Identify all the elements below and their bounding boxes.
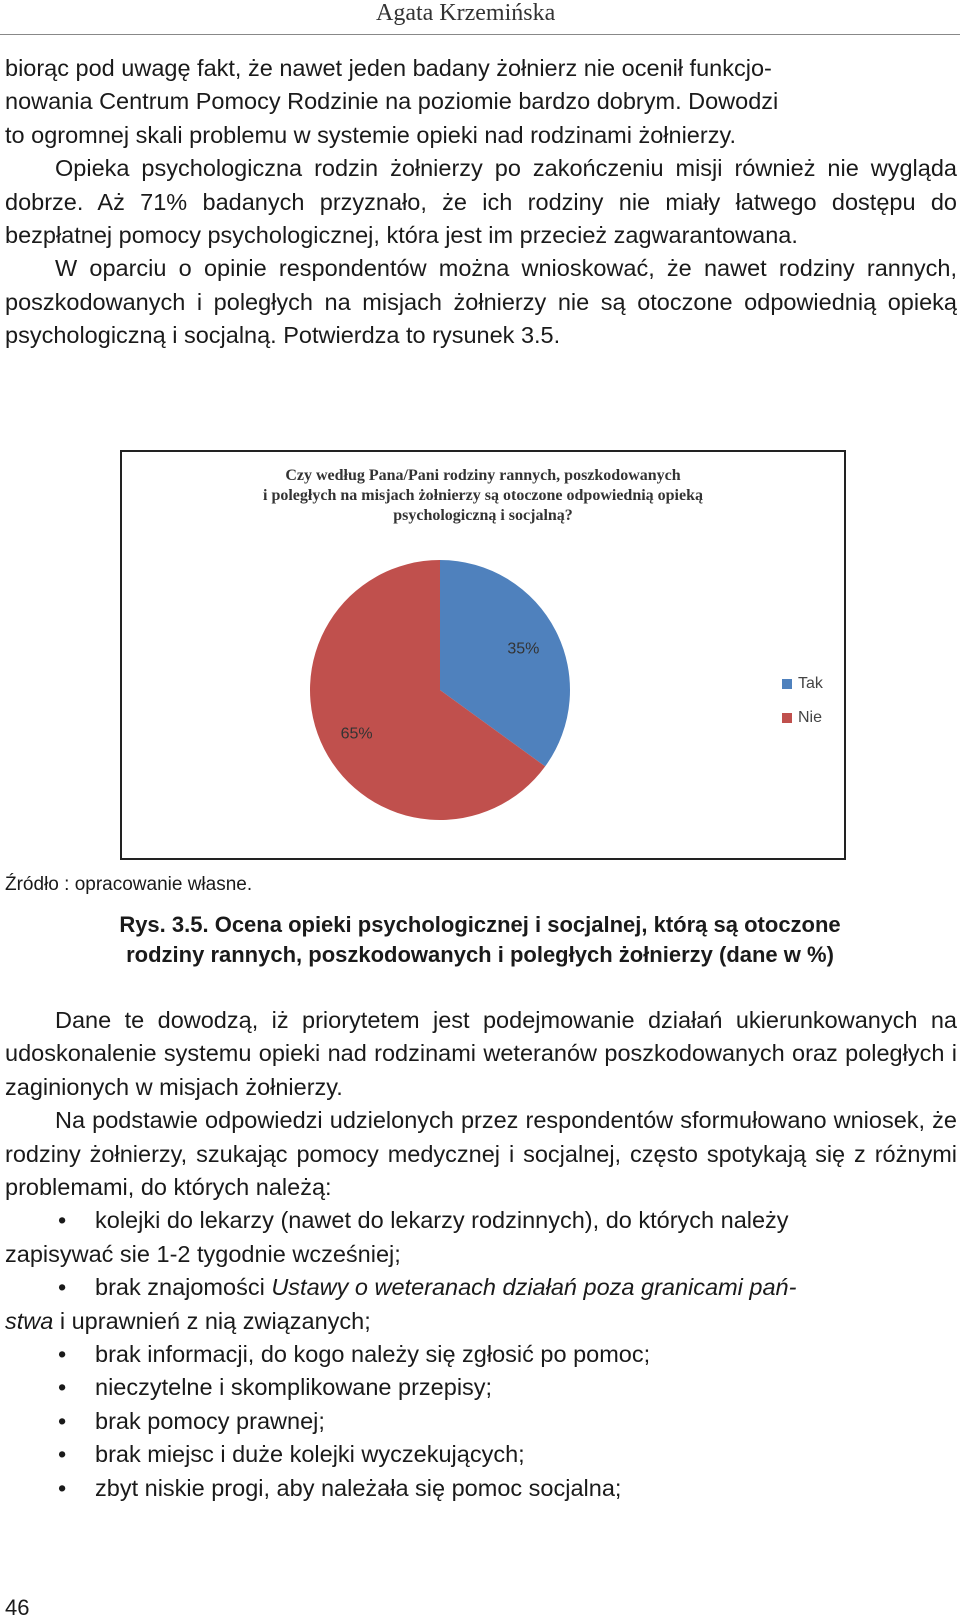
- figure-source: Źródło : opracowanie własne.: [5, 874, 253, 895]
- bullet-icon: •: [58, 1207, 67, 1234]
- header-rule: [0, 34, 960, 35]
- paragraph-5: Na podstawie odpowiedzi udzielonych przez respondentów sformułowano wniosek, że rodziny żołnierzy, szukając pomocy medycznej i socjalnej, często spotykają się z różnymi problemami, do których należą:: [5, 1107, 957, 1201]
- page-number: 46: [5, 1595, 30, 1620]
- legend-item-nie: [782, 701, 823, 735]
- legend-swatch-nie: [782, 713, 792, 723]
- paragraph-1: [5, 52, 957, 152]
- bullet-icon: •: [58, 1341, 67, 1368]
- bullet-1-line-1: kolejki do lekarzy (nawet do lekarzy rodzinnych), do których należy: [95, 1207, 789, 1234]
- bullet-icon: •: [58, 1407, 67, 1434]
- bullet-2-italic-2: stwa: [5, 1307, 54, 1334]
- bullet-item-6: [5, 1438, 957, 1471]
- pie-chart: [122, 452, 844, 858]
- bullet-item-7: [5, 1472, 957, 1505]
- legend-item-tak: [782, 667, 823, 701]
- paragraph-4: Dane te dowodzą, iż priorytetem jest podejmowanie działań ukierunkowanych na udoskonalenie systemu opieki nad rodzinami weteranów poszkodowanych oraz poległych i zaginionych w misjach żołnierzy.: [5, 1007, 957, 1100]
- bullet-item-4: [5, 1371, 957, 1404]
- chart-legend: [782, 667, 823, 735]
- legend-swatch-tak: [782, 679, 792, 689]
- bullet-icon: •: [58, 1274, 67, 1301]
- bullet-item-3: [5, 1338, 957, 1371]
- pie-label-tak: 35%: [507, 640, 540, 658]
- bullet-item-5: [5, 1405, 957, 1438]
- chart-title-line-1: Czy według Pana/Pani rodziny rannych, poszkodowanych: [285, 467, 681, 484]
- bullet-item-1: [5, 1204, 957, 1271]
- bullet-7-text: zbyt niskie progi, aby należała się pomoc socjalna;: [95, 1474, 622, 1501]
- caption-line-2: rodziny rannych, poszkodowanych i poległych żołnierzy (dane w %): [126, 942, 834, 967]
- para1-line-1: biorąc pod uwagę fakt, że nawet jeden badany żołnierz nie ocenił funkcjo-: [5, 55, 772, 81]
- bullet-4-text: nieczytelne i skomplikowane przepisy;: [95, 1374, 493, 1401]
- chart-title-line-3: psychologiczną i socjalną?: [393, 507, 573, 524]
- bullet-5-text: brak pomocy prawnej;: [95, 1407, 325, 1434]
- body-text-top: [5, 52, 957, 353]
- bullet-6-text: brak miejsc i duże kolejki wyczekujących;: [95, 1441, 525, 1468]
- bullet-icon: •: [58, 1441, 67, 1468]
- legend-label-nie: Nie: [798, 709, 823, 726]
- bullet-2-italic-1: Ustawy o weteranach działań poza granicami pań-: [271, 1274, 797, 1301]
- bullet-3-text: brak informacji, do kogo należy się zgłosić po pomoc;: [95, 1341, 651, 1368]
- paragraph-3: W oparciu o opinie respondentów można wnioskować, że nawet rodziny rannych, poszkodowanych i poległych na misjach żołnierzy nie są otoczone odpowiednią opieką psychologiczną i socjalną. Potwierdza to rysunek 3.5.: [5, 255, 957, 349]
- caption-line-1: Rys. 3.5. Ocena opieki psychologicznej i socjalnej, którą są otoczone: [119, 912, 841, 937]
- para1-line-2: nowania Centrum Pomocy Rodzinie na poziomie bardzo dobrym. Dowodzi: [5, 88, 779, 115]
- body-text-bottom: [5, 1004, 957, 1505]
- paragraph-2: Opieka psychologiczna rodzin żołnierzy po zakończeniu misji również nie wygląda dobrze. Aż 71% badanych przyznało, że ich rodziny nie miały łatwego dostępu do bezpłatnej pomocy psychologicznej, która jest im przecież zagwarantowana.: [5, 155, 957, 249]
- header-author: Agata Krzemińska: [376, 0, 556, 26]
- bullet-icon: •: [58, 1374, 67, 1401]
- bullet-2-pre: brak znajomości: [95, 1274, 272, 1301]
- pie-label-nie: 65%: [340, 725, 373, 743]
- chart-title-line-2: i poległych na misjach żołnierzy są otoczone odpowiednią opieką: [263, 487, 703, 504]
- legend-label-tak: Tak: [798, 675, 823, 692]
- page-header: [0, 0, 960, 40]
- bullet-item-2: [5, 1271, 957, 1338]
- para1-line-3: to ogromnej skali problemu w systemie opieki nad rodzinami żołnierzy.: [5, 121, 736, 148]
- pie-chart-figure: [120, 450, 846, 860]
- bullet-1-line-2: zapisywać sie 1-2 tygodnie wcześniej;: [5, 1240, 401, 1267]
- bullet-icon: •: [58, 1474, 67, 1501]
- figure-caption: [40, 910, 920, 970]
- bullet-2-post: i uprawnień z nią związanych;: [53, 1307, 371, 1334]
